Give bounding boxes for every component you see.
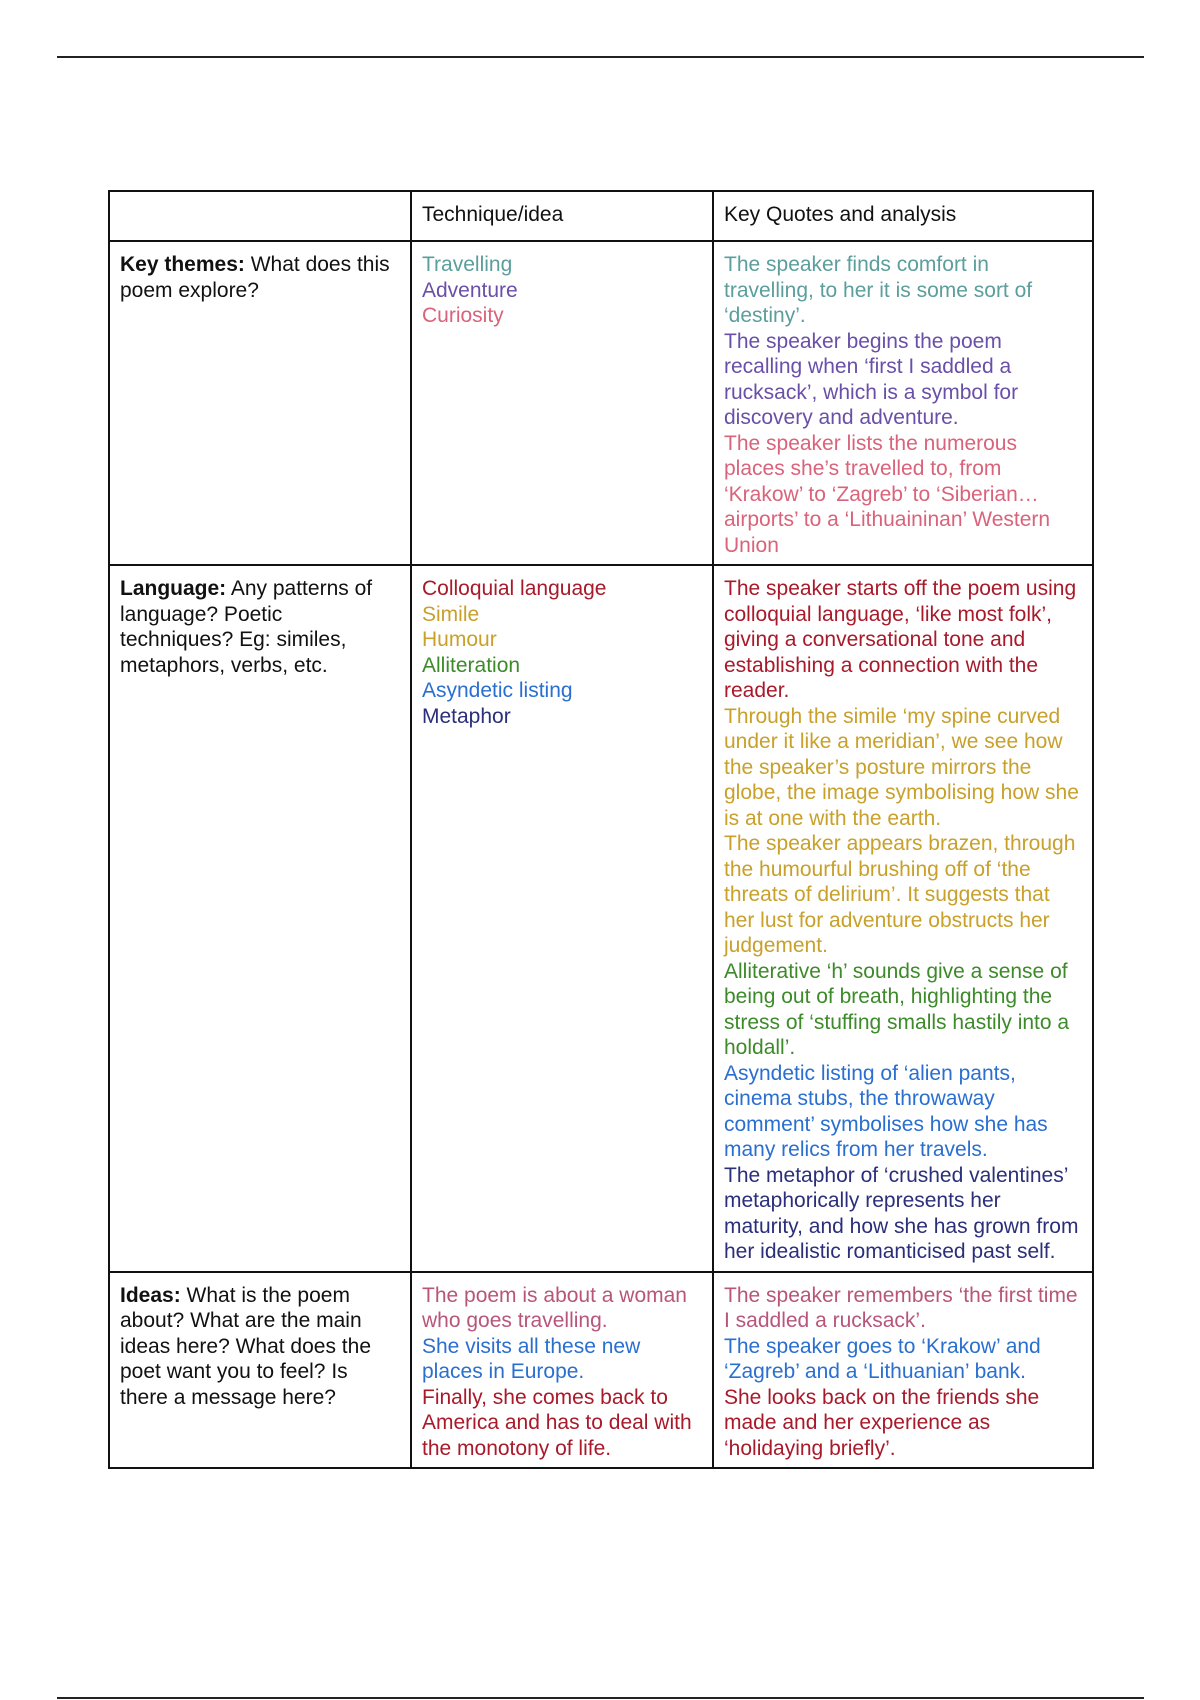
- technique-cell: [411, 1272, 713, 1469]
- technique-item: Simile: [422, 602, 480, 626]
- row-label-text: Any patterns of language? Poetic techniques? Eg: similes, metaphors, verbs, etc.: [120, 577, 373, 677]
- analysis-cell: [713, 565, 1093, 1272]
- analysis-paragraph: Alliterative ‘h’ sounds give a sense of being out of breath, highlighting the stress of ‘stuffing smalls hastily into a holdall’.: [724, 959, 1070, 1059]
- row-label-bold: Language:: [120, 577, 227, 600]
- technique-item: Curiosity: [422, 304, 504, 327]
- row-label-key-themes: [109, 241, 411, 565]
- analysis-paragraph: The speaker appears brazen, through the humourful brushing off of ‘the threats of delirium’. It suggests that her lust for adventure obstructs her judgement.: [724, 832, 1076, 957]
- header-key-quotes: Key Quotes and analysis: [713, 191, 1093, 241]
- top-rule: [57, 56, 1144, 58]
- analysis-paragraph: The speaker goes to ‘Krakow’ and ‘Zagreb’ and a ‘Lithuanian’ bank.: [724, 1334, 1041, 1383]
- analysis-paragraph: She looks back on the friends she made and her experience as ‘holidaying briefly’.: [724, 1385, 1040, 1460]
- header-technique: Technique/idea: [411, 191, 713, 241]
- analysis-paragraph: The speaker finds comfort in travelling, to her it is some sort of ‘destiny’.: [724, 253, 1033, 327]
- table-row: [109, 565, 1093, 1272]
- row-label-bold: Ideas:: [120, 1283, 181, 1307]
- technique-item: Adventure: [422, 278, 518, 302]
- table-row: [109, 1272, 1093, 1469]
- technique-item: Travelling: [422, 253, 513, 276]
- row-label-ideas: [109, 1272, 411, 1469]
- technique-cell: [411, 241, 713, 565]
- analysis-paragraph: The speaker starts off the poem using colloquial language, ‘like most folk’, giving a conversational tone and establishing a connection with the reader.: [724, 577, 1077, 702]
- bottom-rule: [57, 1697, 1144, 1699]
- table-header-row: [109, 191, 1093, 241]
- table-row: [109, 241, 1093, 565]
- technique-item: Colloquial language: [422, 577, 607, 600]
- analysis-cell: [713, 241, 1093, 565]
- technique-item: Metaphor: [422, 704, 511, 728]
- technique-item: Alliteration: [422, 653, 521, 677]
- technique-item: The poem is about a woman who goes travelling.: [422, 1283, 687, 1332]
- technique-item: Humour: [422, 628, 497, 651]
- row-label-bold: Key themes:: [120, 253, 245, 276]
- row-label-language: [109, 565, 411, 1272]
- analysis-paragraph: The speaker remembers ‘the first time I saddled a rucksack’.: [724, 1283, 1078, 1332]
- row-label-text: What does this poem explore?: [120, 253, 390, 302]
- row-label-text: What is the poem about? What are the main ideas here? What does the poet want you to feel? Is there a message here?: [120, 1283, 371, 1409]
- analysis-paragraph: Through the simile ‘my spine curved under it like a meridian’, we see how the speaker’s posture mirrors the globe, the image symbolising how she is at one with the earth.: [724, 704, 1079, 830]
- technique-item: Asyndetic listing: [422, 679, 573, 702]
- analysis-cell: [713, 1272, 1093, 1469]
- analysis-paragraph: The speaker begins the poem recalling when ‘first I saddled a rucksack’, which is a symbol for discovery and adventure.: [724, 329, 1019, 429]
- analysis-paragraph: The metaphor of ‘crushed valentines’ metaphorically represents her maturity, and how she has grown from her idealistic romanticised past self.: [724, 1163, 1079, 1263]
- technique-item: Finally, she comes back to America and has to deal with the monotony of life.: [422, 1385, 692, 1460]
- technique-cell: [411, 565, 713, 1272]
- technique-item: She visits all these new places in Europe.: [422, 1334, 641, 1383]
- poem-analysis-table: [108, 190, 1094, 1469]
- analysis-paragraph: The speaker lists the numerous places she’s travelled to, from ‘Krakow’ to ‘Zagreb’ to ‘Siberian… airports’ to a ‘Lithuaininan’ Western Union: [724, 431, 1051, 557]
- analysis-paragraph: Asyndetic listing of ‘alien pants, cinema stubs, the throwaway comment’ symbolises how she has many relics from her travels.: [724, 1061, 1048, 1161]
- header-cell-empty: [109, 191, 411, 241]
